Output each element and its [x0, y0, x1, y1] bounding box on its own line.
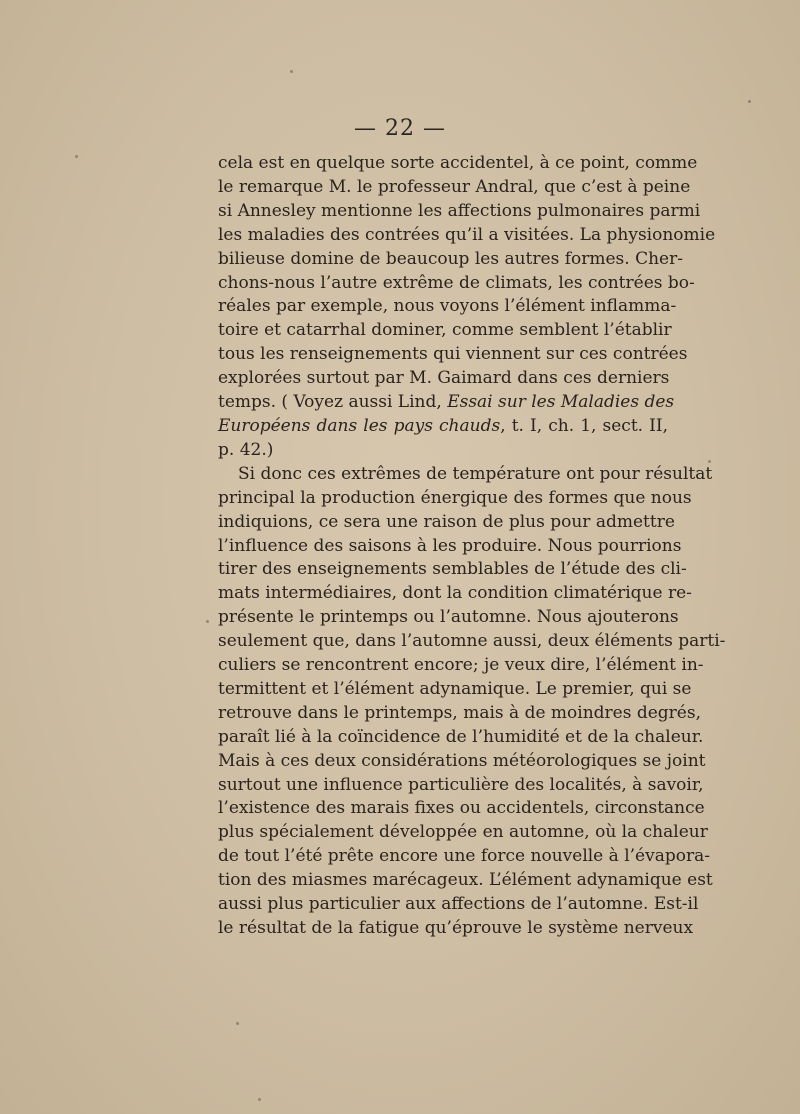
- text-line: si Annesley mentionne les affections pulmonaires parmi: [218, 200, 701, 221]
- text-line: bilieuse domine de beaucoup les autres formes. Cher-: [218, 248, 683, 269]
- italic-title-segment: Européens dans les pays chauds: [218, 415, 501, 436]
- paper-speck: [708, 460, 711, 463]
- text-line: retrouve dans le printemps, mais à de moindres degrés,: [218, 702, 701, 723]
- body-text: [218, 152, 726, 941]
- text-line: présente le printemps ou l’automne. Nous ajouterons: [218, 607, 679, 628]
- text-line-mixed: [218, 391, 675, 415]
- text-line: explorées surtout par M. Gaimard dans ces derniers: [218, 368, 670, 389]
- text-segment: temps. ( Voyez aussi Lind,: [218, 392, 442, 413]
- text-line: de tout l’été prête encore une force nouvelle à l’évapora-: [218, 846, 710, 867]
- text-line: principal la production énergique des formes que nous: [218, 487, 692, 508]
- text-line: culiers se rencontrent encore; je veux dire, l’élément in-: [218, 655, 704, 676]
- text-line: chons-nous l’autre extrême de climats, les contrées bo-: [218, 272, 695, 293]
- text-line: Mais à ces deux considérations météorologiques se joint: [218, 750, 706, 771]
- text-line: réales par exemple, nous voyons l’élément inflamma-: [218, 296, 677, 317]
- paper-speck: [75, 155, 78, 158]
- text-line: l’influence des saisons à les produire. Nous pourrions: [218, 535, 682, 556]
- text-line: paraît lié à la coïncidence de l’humidité et de la chaleur.: [218, 726, 704, 747]
- text-line: l’existence des marais fixes ou accidentels, circonstance: [218, 798, 705, 819]
- paper-speck: [206, 620, 209, 623]
- text-line: termittent et l’élément adynamique. Le premier, qui se: [218, 678, 692, 699]
- text-segment: , t. I, ch. 1, sect. II,: [500, 415, 668, 436]
- text-line: plus spécialement développée en automne, où la chaleur: [218, 822, 708, 843]
- text-line: tirer des enseignements semblables de l’étude des cli-: [218, 559, 687, 580]
- text-line-mixed: [218, 415, 668, 439]
- text-line: surtout une influence particulière des localités, à savoir,: [218, 774, 704, 795]
- paper-speck: [236, 1022, 239, 1025]
- text-line: cela est en quelque sorte accidentel, à ce point, comme: [218, 153, 698, 173]
- paper-speck: [748, 100, 751, 103]
- text-line: indiquions, ce sera une raison de plus pour admettre: [218, 511, 675, 532]
- text-line-paragraph-start: Si donc ces extrêmes de température ont pour résultat: [238, 463, 713, 484]
- text-line: aussi plus particulier aux affections de l’automne. Est-il: [218, 894, 699, 915]
- italic-title-segment: Essai sur les Maladies des: [447, 392, 675, 413]
- text-line: mats intermédiaires, dont la condition climatérique re-: [218, 583, 692, 604]
- text-line: le remarque M. le professeur Andral, que c’est à peine: [218, 176, 691, 197]
- text-line-paragraph-end: p. 42.): [218, 439, 274, 460]
- paper-speck: [290, 70, 293, 73]
- text-line: le résultat de la fatigue qu’éprouve le système nerveux: [218, 918, 694, 938]
- text-line: toire et catarrhal dominer, comme semblent l’établir: [218, 320, 672, 341]
- text-line: les maladies des contrées qu’il a visitées. La physionomie: [218, 224, 716, 245]
- text-line: tous les renseignements qui viennent sur ces contrées: [218, 344, 688, 365]
- page-number: — 22 —: [354, 116, 446, 141]
- text-line: tion des miasmes marécageux. L’élément adynamique est: [218, 870, 713, 891]
- text-line: seulement que, dans l’automne aussi, deux éléments parti-: [218, 631, 726, 652]
- paper-speck: [258, 1098, 261, 1101]
